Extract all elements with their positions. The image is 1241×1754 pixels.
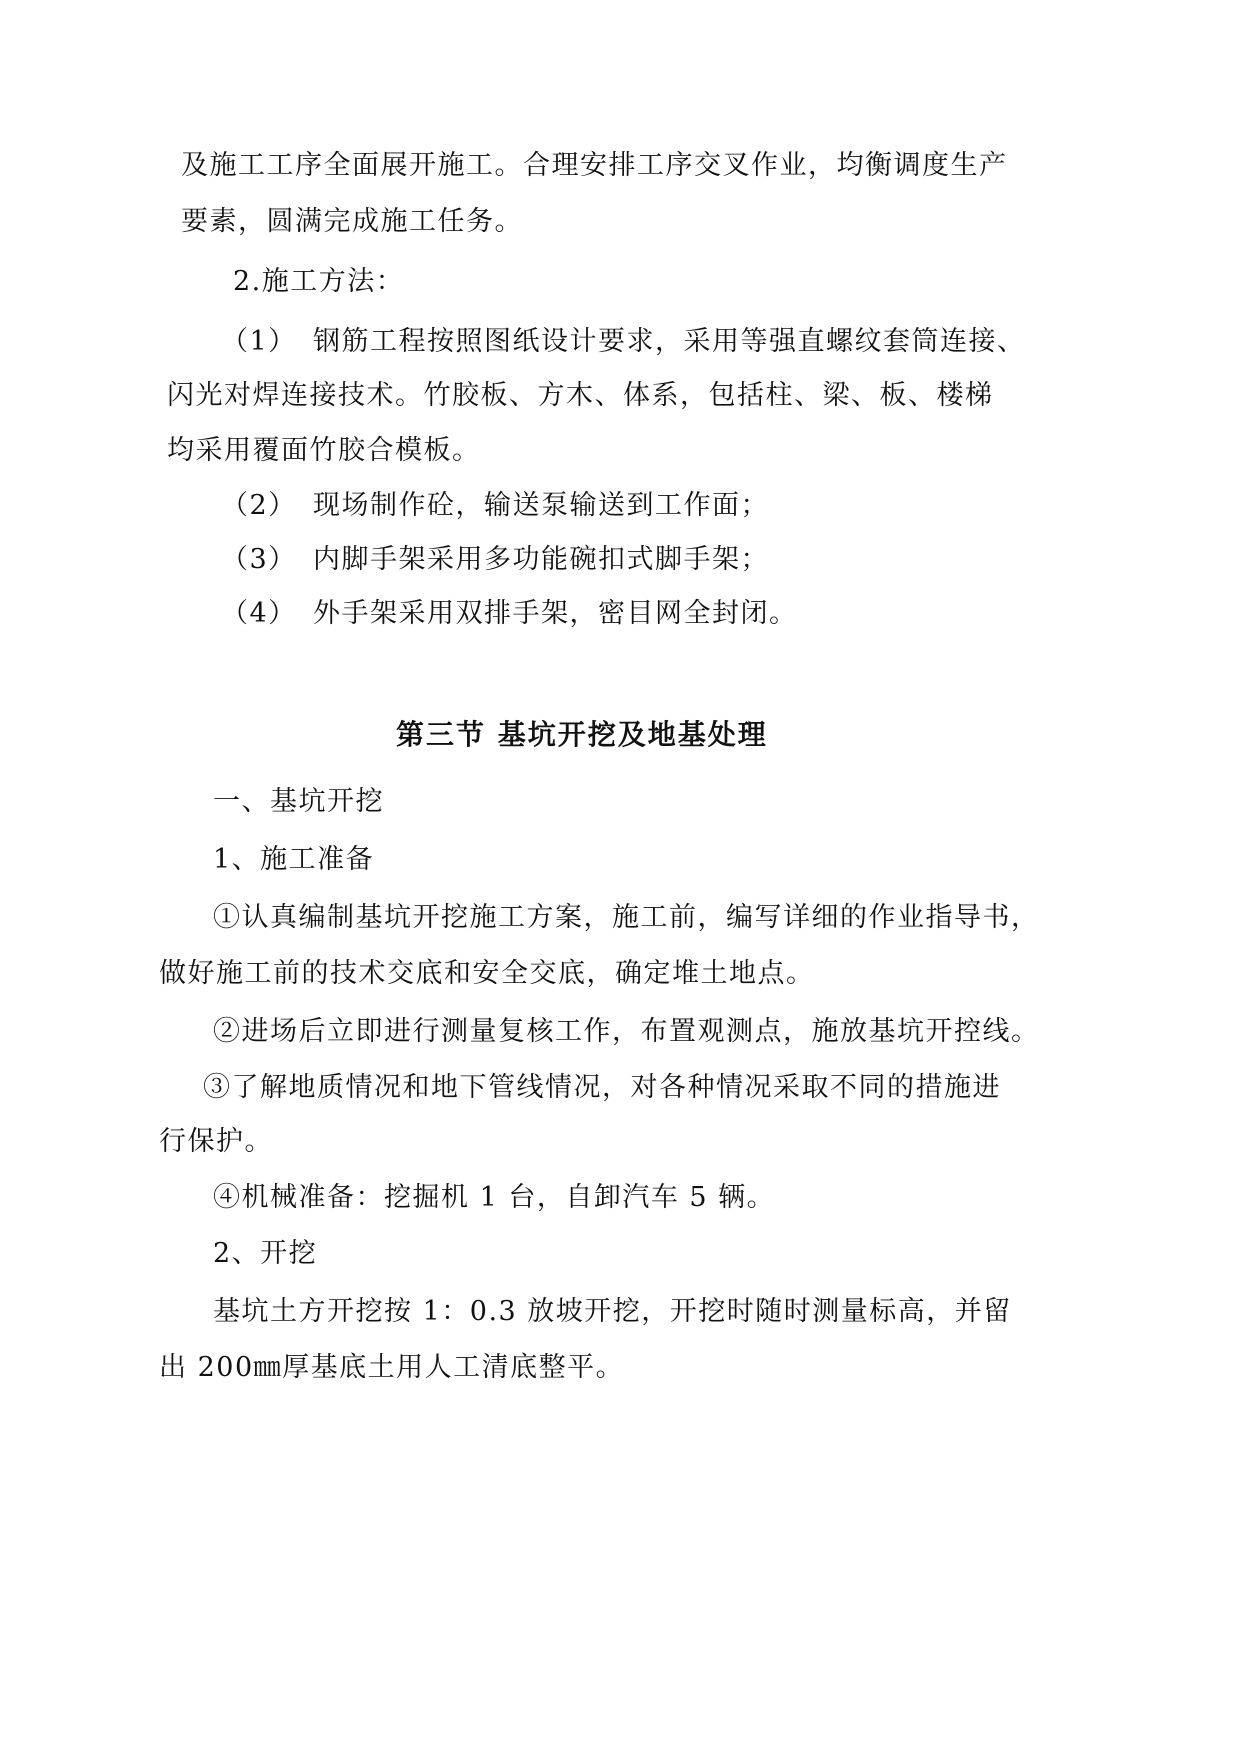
- list-item-text: 现场制作砼，输送泵输送到工作面；: [313, 490, 769, 521]
- paragraph-line: 闪光对焊连接技术。竹胶板、方木、体系，包括柱、梁、板、楼梯: [167, 380, 994, 411]
- list-item-1: [221, 324, 1026, 360]
- list-item-4: [221, 596, 798, 632]
- list-item-text: 外手架采用双排手架，密目网全封闭。: [313, 598, 798, 629]
- list-item-number: （3）: [221, 544, 297, 575]
- paragraph-line: 要素，圆满完成施工任务。: [181, 206, 523, 237]
- list-item-3: [221, 542, 769, 578]
- paragraph-line: 做好施工前的技术交底和安全交底，确定堆土地点。: [159, 958, 815, 989]
- paragraph-line: 及施工工序全面展开施工。合理安排工序交叉作业，均衡调度生产: [181, 150, 1008, 181]
- paragraph-line: 均采用覆面竹胶合模板。: [167, 435, 481, 466]
- paragraph-line: 基坑土方开挖按 1：0.3 放坡开挖，开挖时随时测量标高，并留: [213, 1296, 1012, 1327]
- paragraph-line: ②进场后立即进行测量复核工作，布置观测点，施放基坑开控线。: [213, 1016, 1040, 1047]
- prep-title: 1、施工准备: [213, 844, 375, 875]
- sub-heading: 一、基坑开挖: [213, 786, 384, 817]
- list-item-2: [221, 488, 769, 524]
- paragraph-line: 出 200㎜厚基底土用人工清底整平。: [159, 1352, 625, 1383]
- paragraph-line: ③了解地质情况和地下管线情况，对各种情况采取不同的措施进: [203, 1072, 1001, 1103]
- paragraph-line: 行保护。: [159, 1126, 273, 1157]
- list-item-text: 钢筋工程按照图纸设计要求，采用等强直螺纹套筒连接、: [313, 326, 1026, 357]
- section-heading: 第三节 基坑开挖及地基处理: [396, 718, 768, 751]
- excavate-title: 2、开挖: [213, 1238, 318, 1269]
- paragraph-line: ④机械准备：挖掘机 1 台，自卸汽车 5 辆。: [213, 1182, 776, 1213]
- list-item-number: （2）: [221, 490, 297, 521]
- list-item-number: （4）: [221, 598, 297, 629]
- list-item-number: （1）: [221, 326, 297, 357]
- list-item-text: 内脚手架采用多功能碗扣式脚手架；: [313, 544, 769, 575]
- method-title: 2.施工方法：: [233, 266, 405, 297]
- paragraph-line: ①认真编制基坑开挖施工方案，施工前，编写详细的作业指导书，: [213, 902, 1040, 933]
